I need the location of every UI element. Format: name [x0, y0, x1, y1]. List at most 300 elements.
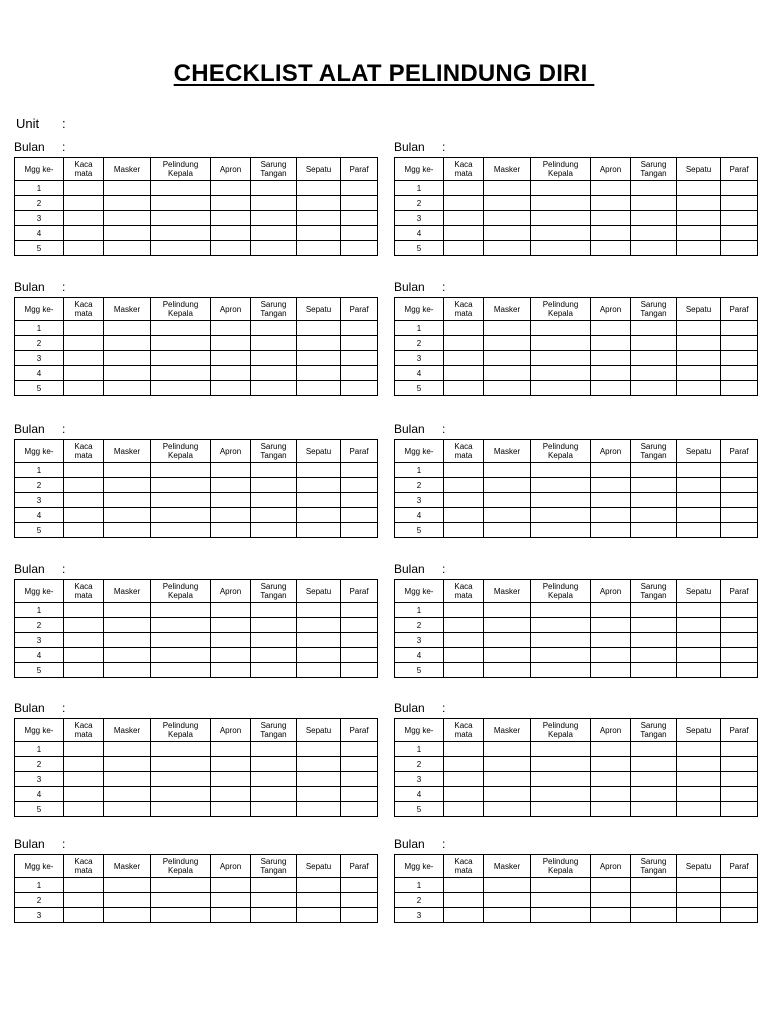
check-cell[interactable] [677, 321, 721, 336]
check-cell[interactable] [297, 336, 341, 351]
check-cell[interactable] [677, 648, 721, 663]
check-cell[interactable] [484, 226, 531, 241]
check-cell[interactable] [484, 336, 531, 351]
check-cell[interactable] [104, 878, 151, 893]
check-cell[interactable] [297, 478, 341, 493]
check-cell[interactable] [211, 508, 251, 523]
check-cell[interactable] [677, 618, 721, 633]
check-cell[interactable] [341, 772, 378, 787]
check-cell[interactable] [104, 381, 151, 396]
check-cell[interactable] [721, 321, 758, 336]
check-cell[interactable] [631, 351, 677, 366]
check-cell[interactable] [104, 181, 151, 196]
check-cell[interactable] [341, 478, 378, 493]
check-cell[interactable] [631, 878, 677, 893]
check-cell[interactable] [721, 211, 758, 226]
check-cell[interactable] [444, 772, 484, 787]
check-cell[interactable] [211, 321, 251, 336]
check-cell[interactable] [297, 463, 341, 478]
check-cell[interactable] [104, 508, 151, 523]
check-cell[interactable] [677, 878, 721, 893]
check-cell[interactable] [531, 633, 591, 648]
check-cell[interactable] [591, 321, 631, 336]
check-cell[interactable] [631, 181, 677, 196]
check-cell[interactable] [591, 381, 631, 396]
check-cell[interactable] [721, 757, 758, 772]
check-cell[interactable] [444, 908, 484, 923]
check-cell[interactable] [251, 893, 297, 908]
check-cell[interactable] [531, 336, 591, 351]
check-cell[interactable] [251, 648, 297, 663]
check-cell[interactable] [721, 663, 758, 678]
check-cell[interactable] [341, 196, 378, 211]
check-cell[interactable] [591, 618, 631, 633]
check-cell[interactable] [677, 802, 721, 817]
check-cell[interactable] [104, 336, 151, 351]
check-cell[interactable] [64, 196, 104, 211]
check-cell[interactable] [64, 802, 104, 817]
check-cell[interactable] [631, 757, 677, 772]
check-cell[interactable] [341, 603, 378, 618]
check-cell[interactable] [531, 211, 591, 226]
check-cell[interactable] [591, 802, 631, 817]
check-cell[interactable] [677, 757, 721, 772]
check-cell[interactable] [211, 463, 251, 478]
check-cell[interactable] [251, 226, 297, 241]
check-cell[interactable] [721, 241, 758, 256]
check-cell[interactable] [484, 772, 531, 787]
check-cell[interactable] [151, 493, 211, 508]
check-cell[interactable] [211, 648, 251, 663]
check-cell[interactable] [151, 633, 211, 648]
check-cell[interactable] [531, 196, 591, 211]
check-cell[interactable] [531, 772, 591, 787]
check-cell[interactable] [721, 366, 758, 381]
check-cell[interactable] [151, 908, 211, 923]
check-cell[interactable] [251, 757, 297, 772]
check-cell[interactable] [297, 381, 341, 396]
check-cell[interactable] [64, 493, 104, 508]
check-cell[interactable] [484, 648, 531, 663]
check-cell[interactable] [631, 196, 677, 211]
check-cell[interactable] [104, 493, 151, 508]
check-cell[interactable] [251, 908, 297, 923]
check-cell[interactable] [721, 603, 758, 618]
check-cell[interactable] [151, 351, 211, 366]
check-cell[interactable] [211, 787, 251, 802]
check-cell[interactable] [211, 211, 251, 226]
check-cell[interactable] [64, 351, 104, 366]
check-cell[interactable] [631, 772, 677, 787]
check-cell[interactable] [591, 196, 631, 211]
check-cell[interactable] [721, 478, 758, 493]
check-cell[interactable] [484, 618, 531, 633]
check-cell[interactable] [64, 633, 104, 648]
check-cell[interactable] [444, 211, 484, 226]
check-cell[interactable] [484, 787, 531, 802]
check-cell[interactable] [341, 321, 378, 336]
check-cell[interactable] [297, 772, 341, 787]
check-cell[interactable] [444, 648, 484, 663]
check-cell[interactable] [251, 493, 297, 508]
check-cell[interactable] [531, 478, 591, 493]
check-cell[interactable] [104, 787, 151, 802]
check-cell[interactable] [631, 381, 677, 396]
check-cell[interactable] [677, 633, 721, 648]
check-cell[interactable] [631, 893, 677, 908]
check-cell[interactable] [484, 908, 531, 923]
check-cell[interactable] [531, 908, 591, 923]
check-cell[interactable] [341, 351, 378, 366]
check-cell[interactable] [151, 618, 211, 633]
check-cell[interactable] [251, 181, 297, 196]
check-cell[interactable] [531, 321, 591, 336]
check-cell[interactable] [591, 663, 631, 678]
check-cell[interactable] [297, 241, 341, 256]
check-cell[interactable] [444, 787, 484, 802]
check-cell[interactable] [251, 633, 297, 648]
check-cell[interactable] [297, 181, 341, 196]
check-cell[interactable] [151, 757, 211, 772]
check-cell[interactable] [677, 211, 721, 226]
check-cell[interactable] [104, 757, 151, 772]
check-cell[interactable] [341, 893, 378, 908]
check-cell[interactable] [297, 351, 341, 366]
check-cell[interactable] [151, 226, 211, 241]
check-cell[interactable] [444, 336, 484, 351]
check-cell[interactable] [64, 381, 104, 396]
check-cell[interactable] [297, 366, 341, 381]
check-cell[interactable] [104, 633, 151, 648]
check-cell[interactable] [104, 618, 151, 633]
check-cell[interactable] [151, 196, 211, 211]
check-cell[interactable] [591, 603, 631, 618]
check-cell[interactable] [631, 648, 677, 663]
check-cell[interactable] [211, 351, 251, 366]
check-cell[interactable] [297, 757, 341, 772]
check-cell[interactable] [151, 603, 211, 618]
check-cell[interactable] [591, 742, 631, 757]
check-cell[interactable] [721, 772, 758, 787]
check-cell[interactable] [531, 381, 591, 396]
check-cell[interactable] [631, 663, 677, 678]
check-cell[interactable] [104, 196, 151, 211]
check-cell[interactable] [591, 772, 631, 787]
check-cell[interactable] [297, 493, 341, 508]
check-cell[interactable] [151, 802, 211, 817]
check-cell[interactable] [104, 648, 151, 663]
check-cell[interactable] [591, 463, 631, 478]
check-cell[interactable] [591, 633, 631, 648]
check-cell[interactable] [251, 366, 297, 381]
check-cell[interactable] [211, 493, 251, 508]
check-cell[interactable] [251, 381, 297, 396]
check-cell[interactable] [591, 366, 631, 381]
check-cell[interactable] [104, 742, 151, 757]
check-cell[interactable] [341, 633, 378, 648]
check-cell[interactable] [444, 757, 484, 772]
check-cell[interactable] [104, 893, 151, 908]
check-cell[interactable] [677, 478, 721, 493]
check-cell[interactable] [151, 663, 211, 678]
check-cell[interactable] [631, 366, 677, 381]
check-cell[interactable] [484, 893, 531, 908]
check-cell[interactable] [211, 523, 251, 538]
check-cell[interactable] [531, 508, 591, 523]
check-cell[interactable] [341, 663, 378, 678]
check-cell[interactable] [297, 648, 341, 663]
check-cell[interactable] [151, 508, 211, 523]
check-cell[interactable] [251, 523, 297, 538]
check-cell[interactable] [211, 478, 251, 493]
check-cell[interactable] [631, 633, 677, 648]
check-cell[interactable] [211, 663, 251, 678]
check-cell[interactable] [64, 226, 104, 241]
check-cell[interactable] [591, 351, 631, 366]
check-cell[interactable] [721, 893, 758, 908]
check-cell[interactable] [444, 523, 484, 538]
check-cell[interactable] [591, 493, 631, 508]
check-cell[interactable] [151, 211, 211, 226]
check-cell[interactable] [341, 802, 378, 817]
check-cell[interactable] [591, 908, 631, 923]
check-cell[interactable] [444, 663, 484, 678]
check-cell[interactable] [104, 663, 151, 678]
check-cell[interactable] [531, 787, 591, 802]
check-cell[interactable] [531, 463, 591, 478]
check-cell[interactable] [484, 381, 531, 396]
check-cell[interactable] [677, 772, 721, 787]
check-cell[interactable] [104, 226, 151, 241]
check-cell[interactable] [444, 381, 484, 396]
check-cell[interactable] [251, 508, 297, 523]
check-cell[interactable] [64, 787, 104, 802]
check-cell[interactable] [721, 787, 758, 802]
check-cell[interactable] [677, 603, 721, 618]
check-cell[interactable] [341, 381, 378, 396]
check-cell[interactable] [151, 742, 211, 757]
check-cell[interactable] [341, 618, 378, 633]
check-cell[interactable] [251, 196, 297, 211]
check-cell[interactable] [64, 336, 104, 351]
check-cell[interactable] [721, 226, 758, 241]
check-cell[interactable] [677, 787, 721, 802]
check-cell[interactable] [721, 336, 758, 351]
check-cell[interactable] [591, 181, 631, 196]
check-cell[interactable] [677, 351, 721, 366]
check-cell[interactable] [721, 196, 758, 211]
check-cell[interactable] [251, 463, 297, 478]
check-cell[interactable] [484, 878, 531, 893]
check-cell[interactable] [211, 196, 251, 211]
check-cell[interactable] [341, 336, 378, 351]
check-cell[interactable] [341, 523, 378, 538]
check-cell[interactable] [721, 351, 758, 366]
check-cell[interactable] [251, 663, 297, 678]
check-cell[interactable] [151, 321, 211, 336]
check-cell[interactable] [677, 181, 721, 196]
check-cell[interactable] [151, 893, 211, 908]
check-cell[interactable] [444, 603, 484, 618]
check-cell[interactable] [531, 181, 591, 196]
check-cell[interactable] [297, 603, 341, 618]
check-cell[interactable] [484, 663, 531, 678]
check-cell[interactable] [341, 493, 378, 508]
check-cell[interactable] [484, 493, 531, 508]
check-cell[interactable] [484, 351, 531, 366]
check-cell[interactable] [444, 508, 484, 523]
check-cell[interactable] [677, 196, 721, 211]
check-cell[interactable] [341, 463, 378, 478]
check-cell[interactable] [631, 321, 677, 336]
check-cell[interactable] [631, 908, 677, 923]
check-cell[interactable] [211, 908, 251, 923]
check-cell[interactable] [677, 381, 721, 396]
check-cell[interactable] [64, 618, 104, 633]
check-cell[interactable] [64, 603, 104, 618]
check-cell[interactable] [531, 523, 591, 538]
check-cell[interactable] [591, 878, 631, 893]
check-cell[interactable] [677, 493, 721, 508]
check-cell[interactable] [104, 802, 151, 817]
check-cell[interactable] [151, 878, 211, 893]
check-cell[interactable] [444, 618, 484, 633]
check-cell[interactable] [64, 366, 104, 381]
check-cell[interactable] [677, 366, 721, 381]
check-cell[interactable] [531, 757, 591, 772]
check-cell[interactable] [531, 742, 591, 757]
check-cell[interactable] [444, 493, 484, 508]
check-cell[interactable] [64, 508, 104, 523]
check-cell[interactable] [721, 508, 758, 523]
check-cell[interactable] [631, 463, 677, 478]
check-cell[interactable] [591, 478, 631, 493]
check-cell[interactable] [251, 787, 297, 802]
check-cell[interactable] [721, 633, 758, 648]
check-cell[interactable] [297, 878, 341, 893]
check-cell[interactable] [531, 893, 591, 908]
check-cell[interactable] [531, 366, 591, 381]
check-cell[interactable] [591, 241, 631, 256]
check-cell[interactable] [64, 742, 104, 757]
check-cell[interactable] [677, 893, 721, 908]
check-cell[interactable] [444, 181, 484, 196]
check-cell[interactable] [297, 742, 341, 757]
check-cell[interactable] [484, 196, 531, 211]
check-cell[interactable] [104, 603, 151, 618]
check-cell[interactable] [531, 878, 591, 893]
check-cell[interactable] [151, 463, 211, 478]
check-cell[interactable] [484, 463, 531, 478]
check-cell[interactable] [297, 523, 341, 538]
check-cell[interactable] [341, 211, 378, 226]
check-cell[interactable] [211, 878, 251, 893]
check-cell[interactable] [531, 802, 591, 817]
check-cell[interactable] [444, 321, 484, 336]
check-cell[interactable] [211, 893, 251, 908]
check-cell[interactable] [677, 908, 721, 923]
check-cell[interactable] [64, 878, 104, 893]
check-cell[interactable] [721, 381, 758, 396]
check-cell[interactable] [251, 241, 297, 256]
check-cell[interactable] [297, 211, 341, 226]
check-cell[interactable] [631, 618, 677, 633]
check-cell[interactable] [211, 366, 251, 381]
check-cell[interactable] [721, 908, 758, 923]
check-cell[interactable] [251, 211, 297, 226]
check-cell[interactable] [444, 878, 484, 893]
check-cell[interactable] [151, 366, 211, 381]
check-cell[interactable] [251, 618, 297, 633]
check-cell[interactable] [591, 226, 631, 241]
check-cell[interactable] [251, 742, 297, 757]
check-cell[interactable] [444, 802, 484, 817]
check-cell[interactable] [677, 663, 721, 678]
check-cell[interactable] [631, 787, 677, 802]
check-cell[interactable] [591, 893, 631, 908]
check-cell[interactable] [484, 603, 531, 618]
check-cell[interactable] [151, 523, 211, 538]
check-cell[interactable] [631, 241, 677, 256]
check-cell[interactable] [531, 648, 591, 663]
check-cell[interactable] [444, 633, 484, 648]
check-cell[interactable] [297, 633, 341, 648]
check-cell[interactable] [531, 663, 591, 678]
check-cell[interactable] [677, 508, 721, 523]
check-cell[interactable] [531, 603, 591, 618]
check-cell[interactable] [341, 742, 378, 757]
check-cell[interactable] [341, 878, 378, 893]
check-cell[interactable] [591, 211, 631, 226]
check-cell[interactable] [251, 802, 297, 817]
check-cell[interactable] [211, 757, 251, 772]
check-cell[interactable] [677, 226, 721, 241]
check-cell[interactable] [151, 772, 211, 787]
check-cell[interactable] [631, 493, 677, 508]
check-cell[interactable] [444, 226, 484, 241]
check-cell[interactable] [211, 241, 251, 256]
check-cell[interactable] [444, 241, 484, 256]
check-cell[interactable] [631, 742, 677, 757]
check-cell[interactable] [64, 908, 104, 923]
check-cell[interactable] [64, 757, 104, 772]
check-cell[interactable] [444, 742, 484, 757]
check-cell[interactable] [677, 336, 721, 351]
check-cell[interactable] [297, 226, 341, 241]
check-cell[interactable] [591, 508, 631, 523]
check-cell[interactable] [341, 787, 378, 802]
check-cell[interactable] [297, 787, 341, 802]
check-cell[interactable] [444, 196, 484, 211]
check-cell[interactable] [721, 493, 758, 508]
check-cell[interactable] [251, 321, 297, 336]
check-cell[interactable] [531, 618, 591, 633]
check-cell[interactable] [341, 508, 378, 523]
check-cell[interactable] [64, 211, 104, 226]
check-cell[interactable] [341, 648, 378, 663]
check-cell[interactable] [484, 633, 531, 648]
check-cell[interactable] [104, 523, 151, 538]
check-cell[interactable] [721, 618, 758, 633]
check-cell[interactable] [151, 787, 211, 802]
check-cell[interactable] [211, 742, 251, 757]
check-cell[interactable] [251, 336, 297, 351]
check-cell[interactable] [631, 478, 677, 493]
check-cell[interactable] [104, 463, 151, 478]
check-cell[interactable] [104, 478, 151, 493]
check-cell[interactable] [64, 893, 104, 908]
check-cell[interactable] [64, 321, 104, 336]
